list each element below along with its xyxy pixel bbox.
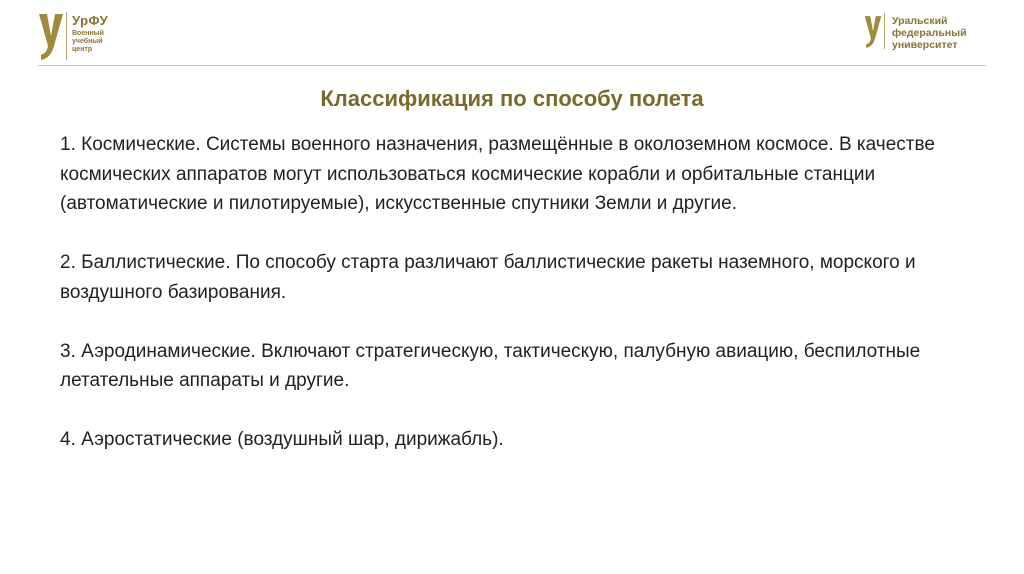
- header-rule: [38, 65, 986, 66]
- university-name: [892, 15, 967, 51]
- classification-item-aerodynamic: 3. Аэродинамические. Включают стратегическую, тактическую, палубную авиацию, беспилотные летательные аппараты и другие.: [60, 340, 921, 391]
- logo-subtitle-line: учебный: [72, 38, 103, 45]
- logo-subtitle-line: Военный: [72, 30, 104, 37]
- slide-body: [60, 130, 990, 484]
- logo-subtitle-line: центр: [72, 46, 93, 53]
- urfu-university-logo: [864, 13, 984, 53]
- urfu-emblem-icon: [38, 12, 64, 62]
- urfu-emblem-icon: [864, 14, 882, 50]
- logo-divider: [884, 13, 885, 49]
- classification-item-ballistic: 2. Баллистические. По способу старта различают баллистические ракеты наземного, морского и воздушного базирования.: [60, 252, 916, 303]
- classification-item-aerostatic: 4. Аэростатические (воздушный шар, дирижабль).: [60, 429, 504, 450]
- slide-title: Классификация по способу полета: [320, 86, 704, 111]
- university-name-line: Уральский: [892, 15, 948, 27]
- logo-brand-text: УрФУ: [72, 13, 109, 28]
- logo-subtitle: [72, 30, 104, 54]
- university-name-line: университет: [892, 39, 958, 51]
- urfu-military-center-logo: [38, 10, 148, 65]
- logo-divider: [66, 12, 67, 60]
- classification-item-space: 1. Космические. Системы военного назначения, размещённые в околоземном космосе. В качестве космических аппаратов могут использоваться космические корабли и орбитальные станции (автоматические и пилотируемые), искусственные спутники Земли и другие.: [60, 134, 935, 214]
- university-name-line: федеральный: [892, 27, 967, 39]
